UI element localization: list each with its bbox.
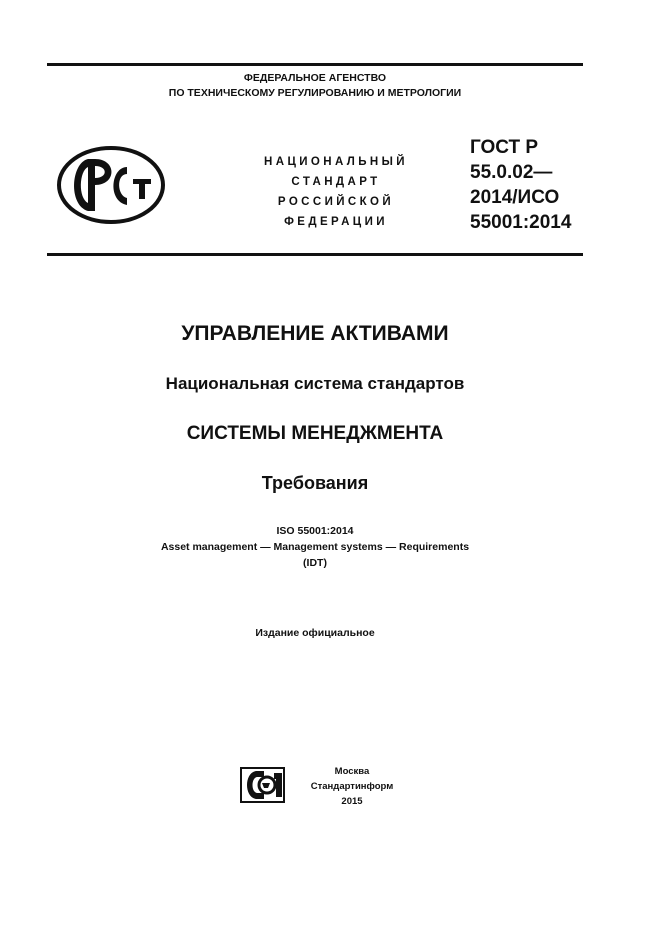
publication-year: 2015 bbox=[341, 796, 363, 807]
standard-code bbox=[470, 135, 585, 235]
iso-title: Asset management — Management systems — Requirements bbox=[160, 541, 470, 553]
gost-r-logo bbox=[55, 143, 167, 227]
gost-logo-letters: РСТ bbox=[55, 143, 57, 144]
standard-code-line: 2014/ИСО bbox=[470, 187, 560, 208]
middle-rule bbox=[47, 253, 583, 256]
publisher-city: Москва bbox=[334, 766, 370, 777]
publisher-name: Стандартинформ bbox=[310, 781, 394, 792]
agency-line-2: ПО ТЕХНИЧЕСКОМУ РЕГУЛИРОВАНИЮ И МЕТРОЛОГИИ bbox=[168, 87, 462, 99]
standard-type-line: СТАНДАРТ bbox=[291, 176, 381, 188]
publisher-block bbox=[298, 764, 406, 809]
standartinform-logo-icon bbox=[240, 767, 285, 803]
document-subtitle-topic: СИСТЕМЫ МЕНЕДЖМЕНТА bbox=[186, 423, 444, 444]
agency-header bbox=[47, 71, 583, 101]
standard-type-line: ФЕДЕРАЦИИ bbox=[284, 216, 388, 228]
document-subtitle-series: Национальная система стандартов bbox=[165, 374, 465, 393]
document-subtitle-part: Требования bbox=[261, 473, 369, 493]
standard-type bbox=[238, 152, 434, 232]
standard-code-line: 55.0.02— bbox=[470, 162, 553, 183]
document-title: УПРАВЛЕНИЕ АКТИВАМИ bbox=[181, 322, 449, 345]
standard-type-line: НАЦИОНАЛЬНЫЙ bbox=[264, 156, 408, 168]
iso-reference bbox=[47, 523, 583, 571]
edition-label: Издание официальное bbox=[255, 627, 375, 639]
iso-equivalence: (IDT) bbox=[303, 557, 327, 569]
iso-code: ISO 55001:2014 bbox=[276, 525, 354, 537]
standard-code-line: ГОСТ Р bbox=[470, 137, 539, 158]
agency-line-1: ФЕДЕРАЛЬНОЕ АГЕНСТВО bbox=[243, 72, 387, 84]
standard-code-line: 55001:2014 bbox=[470, 212, 572, 233]
top-rule bbox=[47, 63, 583, 66]
standard-type-line: РОССИЙСКОЙ bbox=[277, 196, 395, 208]
